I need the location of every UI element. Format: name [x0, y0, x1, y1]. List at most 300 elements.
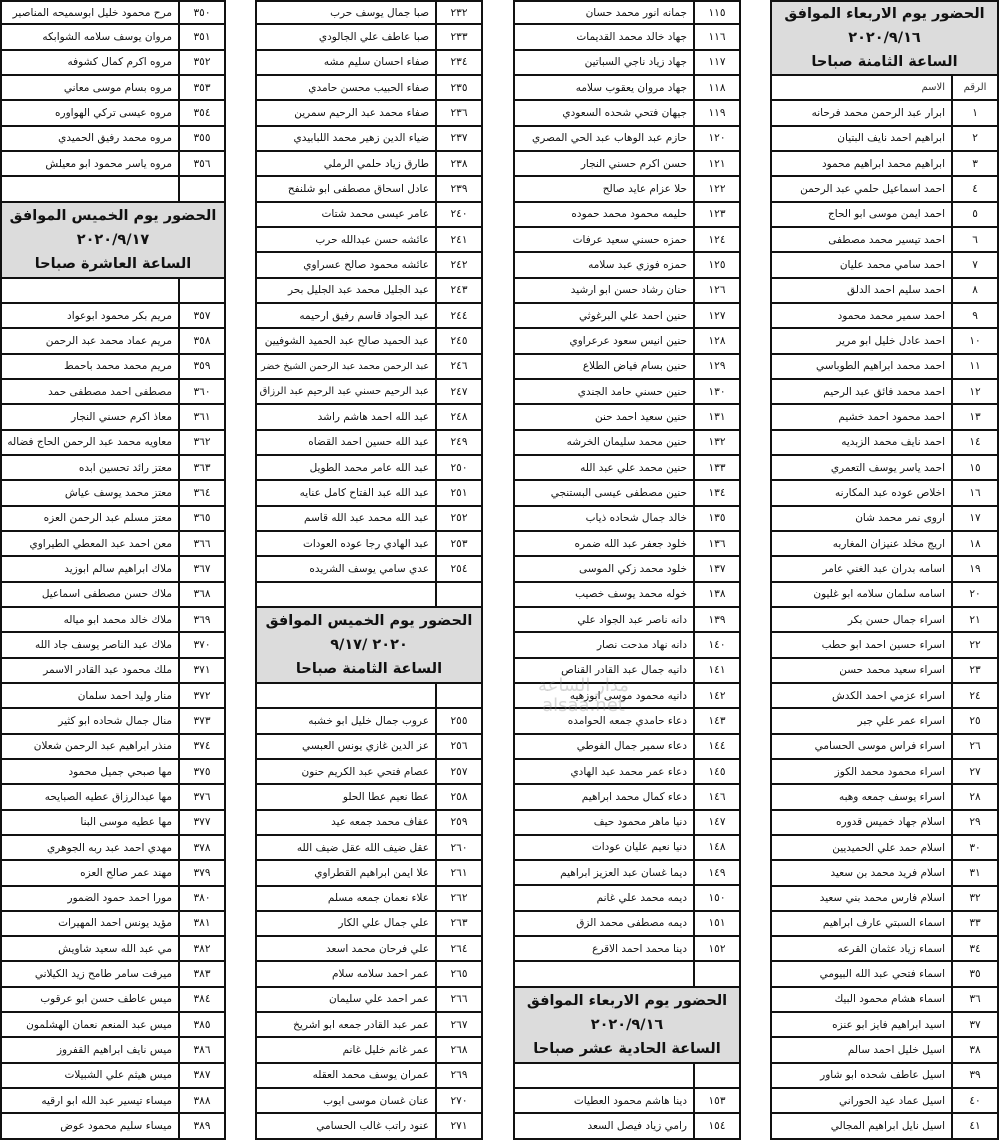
row-number: ٣٧٦ — [178, 785, 224, 808]
row-name: مروان يوسف سلامه الشوابكه — [42, 30, 172, 43]
row-number: ٢٥٧ — [435, 760, 481, 783]
table-row — [257, 177, 481, 202]
row-number: ٢٣ — [951, 659, 997, 682]
table-row — [772, 633, 997, 658]
row-number: ٤ — [951, 177, 997, 200]
row-name: احمد سامي محمد عليان — [839, 258, 945, 271]
table-row — [2, 684, 224, 709]
row-number: ٣٥٢ — [178, 51, 224, 74]
row-number: ٢٥٠ — [435, 456, 481, 479]
table-row — [515, 937, 739, 962]
row-name: اسيل عماد عيد الحوراني — [839, 1094, 945, 1107]
row-number: ١٥٣ — [693, 1089, 739, 1112]
row-name: علاء نعمان جمعه مسلم — [327, 892, 429, 905]
row-number: ٨ — [951, 279, 997, 302]
table-row — [257, 481, 481, 506]
row-name: صفاء محمد عبد الرحيم سمرين — [294, 106, 429, 119]
row-name: اريج مخلد عنيزان المغاربه — [832, 537, 945, 550]
table-row — [515, 1089, 739, 1114]
row-name: معن احمد عبد المعطي الطيراوي — [29, 537, 172, 550]
table-row — [257, 0, 481, 25]
table-row — [257, 1038, 481, 1063]
row-number: ٢٥٦ — [435, 735, 481, 758]
table-row — [2, 633, 224, 658]
table-row — [2, 760, 224, 785]
session-header-line: الحضور يوم الخميس الموافق — [265, 612, 473, 629]
table-row — [2, 507, 224, 532]
empty-name-cell — [2, 279, 178, 302]
row-number: ٢٤٧ — [435, 380, 481, 403]
table-row — [772, 684, 997, 709]
row-number: ١٤٩ — [693, 861, 739, 884]
row-name: عز الدين غازي يونس العبسي — [301, 740, 429, 753]
table-row — [772, 304, 997, 329]
table-row — [257, 329, 481, 354]
table-row — [2, 380, 224, 405]
table-row — [515, 0, 739, 25]
row-number: ٣٦٤ — [178, 481, 224, 504]
row-number: ٣٥٤ — [178, 101, 224, 124]
table-row — [515, 405, 739, 430]
row-number: ٢٣٨ — [435, 152, 481, 175]
row-name: عمر عبد القادر جمعه ابو اشريخ — [293, 1018, 429, 1031]
table-row — [2, 659, 224, 684]
row-name: دعاء حامدي جمعه الحوامده — [567, 714, 687, 727]
row-name: مورا احمد حمود الضمور — [67, 892, 172, 905]
empty-name-cell — [2, 177, 178, 200]
row-number: ٢٥ — [951, 709, 997, 732]
row-number: ٢٥٥ — [435, 709, 481, 732]
table-row — [257, 557, 481, 582]
row-name: خلود جعفر عبد الله ضمره — [574, 537, 687, 550]
table-row — [257, 101, 481, 126]
table-row — [515, 279, 739, 304]
empty-row — [257, 583, 481, 608]
row-name: عنود راتب غالب الحسامي — [316, 1120, 429, 1133]
empty-number-cell — [693, 1064, 739, 1087]
row-name: حنين بسام فياض الطلاع — [582, 360, 687, 373]
table-row — [515, 101, 739, 126]
row-number: ١٤٦ — [693, 785, 739, 808]
row-name: طارق زياد حلمي الرملي — [323, 157, 429, 170]
row-name: مريم عماد محمد عبد الرحمن — [45, 334, 172, 347]
row-number: ٢٦٢ — [435, 887, 481, 910]
row-name: عقل ضيف الله عقل ضيف الله — [296, 841, 429, 854]
row-name: اسامه بدران عبد الغني عامر — [822, 562, 945, 575]
table-row — [515, 51, 739, 76]
table-row — [2, 152, 224, 177]
row-name: حلا عزام عايد صالح — [602, 182, 687, 195]
table-row — [515, 861, 739, 886]
row-number: ١٥١ — [693, 912, 739, 935]
row-number: ٣٢ — [951, 887, 997, 910]
row-number: ٢٥٣ — [435, 532, 481, 555]
table-row — [257, 1089, 481, 1114]
row-number: ٣٦٩ — [178, 608, 224, 631]
table-row — [2, 304, 224, 329]
row-name: اسراء عزمي احمد الكدش — [831, 689, 945, 702]
table-row — [772, 329, 997, 354]
row-number: ١٣١ — [693, 405, 739, 428]
row-name: حنين مصطفى عيسى البستنجي — [550, 486, 687, 499]
empty-row — [257, 684, 481, 709]
table-row — [2, 937, 224, 962]
table-row — [257, 1064, 481, 1089]
row-name: اسراء فراس موسى الحسامي — [814, 740, 945, 753]
row-name: حسن اكرم حسني النجار — [580, 157, 687, 170]
row-name: دينا محمد احمد الاقرع — [592, 942, 687, 955]
row-number: ٢٦ — [951, 735, 997, 758]
table-row — [257, 253, 481, 278]
row-name: مريم بكر محمود ابوعواد — [67, 309, 172, 322]
row-number: ٣٦٨ — [178, 583, 224, 606]
empty-row — [515, 1064, 739, 1089]
row-number: ٣٨٢ — [178, 937, 224, 960]
empty-number-cell — [693, 962, 739, 985]
row-name: خوله محمد يوسف خصيب — [575, 588, 687, 601]
table-row — [515, 836, 739, 861]
row-name: عبد الله عبد الفتاح كامل عنايه — [299, 486, 429, 499]
row-number: ٣٧٨ — [178, 836, 224, 859]
table-row — [515, 583, 739, 608]
row-name: ملاك حسن مصطفى اسماعيل — [41, 588, 172, 601]
table-row — [2, 355, 224, 380]
attendance-table-column-2 — [513, 0, 741, 1140]
row-number: ٥ — [951, 203, 997, 226]
row-name: حنين محمد سليمان الخرشه — [566, 436, 687, 449]
row-number: ٢٨ — [951, 785, 997, 808]
table-row — [772, 1089, 997, 1114]
row-number: ١١٨ — [693, 76, 739, 99]
watermark-latin: alsaa.net — [542, 695, 625, 716]
session-header-line: ٢٠٢٠/٩/١٧ — [76, 231, 150, 248]
row-number: ٢٦٥ — [435, 962, 481, 985]
table-row — [257, 785, 481, 810]
row-number: ٢٦٦ — [435, 988, 481, 1011]
row-name: عروب جمال خليل ابو خشبه — [308, 714, 429, 727]
row-number: ٢٦٣ — [435, 912, 481, 935]
row-name: دانه ناصر عبد الجواد علي — [577, 613, 687, 626]
row-number: ١٣٤ — [693, 481, 739, 504]
row-number: ٢٣٧ — [435, 127, 481, 150]
table-row — [772, 912, 997, 937]
table-row — [2, 836, 224, 861]
row-number: ٢٤٥ — [435, 329, 481, 352]
table-row — [515, 1114, 739, 1139]
attendance-table-column-4 — [0, 0, 226, 1140]
table-row — [515, 177, 739, 202]
table-row — [515, 557, 739, 582]
row-name: عبد الرحيم حسني عبد الرحيم عبد الرزاق — [259, 386, 429, 398]
row-number: ١٣٣ — [693, 456, 739, 479]
row-name: اسماء فتحي عبد الله البيومي — [819, 968, 945, 981]
table-row — [772, 481, 997, 506]
table-row — [515, 811, 739, 836]
table-row — [772, 507, 997, 532]
row-name: خالد جمال شحاده ذياب — [585, 512, 687, 525]
row-number: ٣٤ — [951, 937, 997, 960]
row-name: دعاء عمر محمد عبد الهادي — [570, 765, 687, 778]
row-number: ١٢٥ — [693, 253, 739, 276]
table-row — [515, 633, 739, 658]
row-number: ٣٥١ — [178, 25, 224, 48]
row-number: ٣٨٥ — [178, 1013, 224, 1036]
row-number: ٣٦٥ — [178, 507, 224, 530]
table-row — [515, 380, 739, 405]
table-row — [515, 735, 739, 760]
row-number: ٢٤١ — [435, 228, 481, 251]
table-row — [257, 355, 481, 380]
empty-number-cell — [435, 583, 481, 606]
empty-number-cell — [435, 684, 481, 707]
row-name: علي فرحان محمد اسعد — [326, 942, 429, 955]
row-number: ١٣ — [951, 405, 997, 428]
row-name: صفاء الحبيب محسن حامدي — [308, 81, 429, 94]
table-row — [257, 152, 481, 177]
empty-number-cell — [178, 177, 224, 200]
row-number: ١٣٥ — [693, 507, 739, 530]
table-row — [257, 735, 481, 760]
table-row — [257, 507, 481, 532]
empty-name-cell — [257, 583, 435, 606]
row-number: ٣٥ — [951, 962, 997, 985]
row-number: ٢٤٠ — [435, 203, 481, 226]
table-row — [515, 25, 739, 50]
row-number: ١٥ — [951, 456, 997, 479]
row-name: ملك محمود عبد القادر الاسمر — [43, 664, 172, 677]
table-row — [257, 76, 481, 101]
table-row — [515, 684, 739, 709]
row-number: ١٢ — [951, 380, 997, 403]
table-row — [772, 177, 997, 202]
empty-name-cell — [515, 1064, 693, 1087]
table-row — [772, 962, 997, 987]
session-header-line: ٢٠٢٠/٩/١٦ — [848, 30, 921, 46]
row-number: ٢٧٠ — [435, 1089, 481, 1112]
row-name: ابراهيم احمد نايف البتيان — [837, 132, 945, 145]
row-number: ٢٣٦ — [435, 101, 481, 124]
table-row — [2, 912, 224, 937]
row-name: عائشه محمود صالح عسراوي — [303, 258, 429, 271]
row-name: ميس هيثم علي الشبيلات — [64, 1069, 172, 1082]
row-name: عبد الجواد قاسم رفيق ارحيمه — [299, 309, 429, 322]
row-number: ٢٥٨ — [435, 785, 481, 808]
row-number: ٣٥٩ — [178, 355, 224, 378]
row-name: عبد الله عامر محمد الطويل — [309, 461, 429, 474]
row-number: ١٩ — [951, 557, 997, 580]
row-name: صبا عاطف علي الجالودي — [318, 30, 429, 43]
table-row — [257, 709, 481, 734]
row-name: ميساء تيسير عبد الله ابو ارقيه — [41, 1094, 172, 1107]
table-row — [772, 380, 997, 405]
row-name: عفاف محمد جمعه عيد — [331, 816, 429, 829]
table-row — [772, 583, 997, 608]
row-name: حنين محمد علي عبد الله — [580, 461, 687, 474]
row-number: ١٢٨ — [693, 329, 739, 352]
table-row — [772, 709, 997, 734]
row-name: عمر احمد سلامه سلام — [331, 968, 429, 981]
row-number: ٣٨٦ — [178, 1038, 224, 1061]
row-name: دعاء كمال محمد ابراهيم — [581, 790, 687, 803]
table-row — [2, 456, 224, 481]
session-header-line: الحضور يوم الخميس الموافق — [9, 207, 217, 224]
table-row — [2, 329, 224, 354]
row-number: ١٣٦ — [693, 532, 739, 555]
row-name: احمد سليم احمد الدلق — [846, 284, 945, 297]
row-number: ٣٨ — [951, 1038, 997, 1061]
row-number: ١٤٣ — [693, 709, 739, 732]
row-number: ٢٤٤ — [435, 304, 481, 327]
row-number: ٦ — [951, 228, 997, 251]
row-name: ضياء الدين زهير محمد اللبابيدي — [293, 132, 429, 145]
row-name: مصطفى احمد مصطفى حمد — [48, 385, 172, 398]
table-row — [2, 25, 224, 50]
attendance-table-column-3 — [255, 0, 483, 1140]
table-row — [257, 887, 481, 912]
table-row — [515, 152, 739, 177]
row-number: ٣٦١ — [178, 405, 224, 428]
table-row — [257, 127, 481, 152]
table-row — [2, 1089, 224, 1114]
table-row — [772, 557, 997, 582]
table-row — [772, 405, 997, 430]
row-number: ٣٣ — [951, 912, 997, 935]
row-number: ٢٧ — [951, 760, 997, 783]
table-row — [772, 532, 997, 557]
row-number: ٣١ — [951, 861, 997, 884]
column-header-row — [772, 76, 997, 101]
row-name: ميساء سليم محمود عوض — [60, 1120, 172, 1133]
row-name: اسماء زياد عثمان القرعه — [837, 942, 945, 955]
table-row — [772, 101, 997, 126]
table-row — [772, 1114, 997, 1139]
table-row — [2, 481, 224, 506]
row-number: ٣ — [951, 152, 997, 175]
row-name: ديمه مصطفى محمد الزق — [576, 917, 687, 930]
row-number: ٢٦٠ — [435, 836, 481, 859]
table-row — [515, 355, 739, 380]
row-name: عبد الله حسين احمد القضاه — [308, 436, 429, 449]
row-name: عبد الجليل محمد عبد الجليل بحر — [287, 284, 429, 297]
session-header-line: ٢٠٢٠/٩/١٦ — [590, 1016, 664, 1033]
row-number: ١٤١ — [693, 659, 739, 682]
row-number: ٣٥٥ — [178, 127, 224, 150]
row-number: ٢٠ — [951, 583, 997, 606]
row-name: دانيه محمود موسى ابوزهيه — [569, 689, 687, 702]
row-number: ١٤٥ — [693, 760, 739, 783]
session-header-box — [515, 988, 739, 1064]
row-number: ١٣٧ — [693, 557, 739, 580]
table-row — [2, 811, 224, 836]
session-header-box — [772, 0, 997, 76]
row-name: اسراء محمود محمد الكوز — [834, 765, 945, 778]
table-row — [2, 101, 224, 126]
row-number: ١٢٧ — [693, 304, 739, 327]
row-number: ١٧ — [951, 507, 997, 530]
table-row — [257, 304, 481, 329]
row-name: اسراء جمال حسن بكر — [847, 613, 945, 626]
row-number: ٣٧٥ — [178, 760, 224, 783]
row-name: جهاد زياد ناجي السباتين — [584, 56, 687, 69]
table-row — [2, 1038, 224, 1063]
table-row — [2, 583, 224, 608]
table-row — [772, 1064, 997, 1089]
table-row — [515, 760, 739, 785]
row-name: مها صبحي جميل محمود — [68, 765, 172, 778]
table-row — [2, 76, 224, 101]
row-number: ٣٥٨ — [178, 329, 224, 352]
row-number: ١٣٠ — [693, 380, 739, 403]
row-name: اسراء عمر علي جبر — [857, 714, 945, 727]
row-name: حنان رشاد حسن ابو ارشيد — [570, 284, 687, 297]
row-number: ١٥٢ — [693, 937, 739, 960]
row-name: دينا هاشم محمود العطيات — [573, 1094, 687, 1107]
table-row — [2, 608, 224, 633]
row-number: ٢٣٣ — [435, 25, 481, 48]
row-number: ٢٥٢ — [435, 507, 481, 530]
row-number: ١١٧ — [693, 51, 739, 74]
table-row — [515, 253, 739, 278]
row-name: اسراء يوسف جمعه وهبه — [838, 790, 945, 803]
row-name: مهند عمر صالح العزه — [80, 866, 172, 879]
row-name: اسماء السبتي عارف ابراهيم — [822, 917, 945, 930]
row-name: جهاد خالد محمد القديمات — [576, 30, 687, 43]
row-number: ٣٩ — [951, 1064, 997, 1087]
table-row — [772, 1013, 997, 1038]
row-name: احمد نايف محمد الزبديه — [841, 436, 945, 449]
row-number: ١ — [951, 101, 997, 124]
table-row — [257, 760, 481, 785]
table-row — [772, 608, 997, 633]
row-number: ١٢٦ — [693, 279, 739, 302]
row-number: ٣٨٩ — [178, 1114, 224, 1137]
row-name: ميس نايف ابراهيم القفروز — [56, 1044, 172, 1057]
session-header-line: الساعة العاشرة صباحا — [34, 255, 192, 272]
row-name: رامي زياد فيصل السعد — [587, 1120, 687, 1133]
row-name: احمد محمد ابراهيم الطوباسي — [815, 360, 945, 373]
row-number: ٢ — [951, 127, 997, 150]
table-row — [257, 988, 481, 1013]
row-name: معتز محمد يوسف عياش — [64, 486, 172, 499]
row-number: ١١٦ — [693, 25, 739, 48]
row-number: ٢٦٨ — [435, 1038, 481, 1061]
row-name: احمد محمود احمد خشيم — [838, 410, 945, 423]
session-header-line: الساعة الثامنة صباحا — [295, 660, 443, 677]
table-row — [257, 962, 481, 987]
row-number: ٢٧١ — [435, 1114, 481, 1137]
row-name: معاويه محمد عبد الرحمن الحاج فضاله — [7, 436, 172, 449]
row-number: ١٢٠ — [693, 127, 739, 150]
row-number: ٣٧٧ — [178, 811, 224, 834]
row-name: اسماء هشام محمود البيك — [834, 993, 945, 1006]
row-number: ٣٦٣ — [178, 456, 224, 479]
row-number: ٣٧١ — [178, 659, 224, 682]
row-name: مؤيد يونس احمد المهيرات — [58, 917, 172, 930]
row-number: ٢٦١ — [435, 861, 481, 884]
row-number: ٣٥٠ — [178, 2, 224, 23]
row-number: ١٤٨ — [693, 836, 739, 859]
row-name: عمران يوسف محمد العقله — [312, 1069, 429, 1082]
row-name: اسلام حمد علي الحميديين — [832, 841, 945, 854]
name-column-header: الاسم — [921, 82, 945, 94]
table-row — [515, 127, 739, 152]
table-row — [515, 608, 739, 633]
row-name: حنين انيس سعود عرعراوي — [569, 334, 687, 347]
row-name: اسيد ابراهيم فايز ابو عنزه — [832, 1018, 945, 1031]
table-row — [2, 532, 224, 557]
row-name: حنين احمد علي البرغوثي — [579, 309, 687, 322]
row-number: ٢٤٦ — [435, 355, 481, 378]
